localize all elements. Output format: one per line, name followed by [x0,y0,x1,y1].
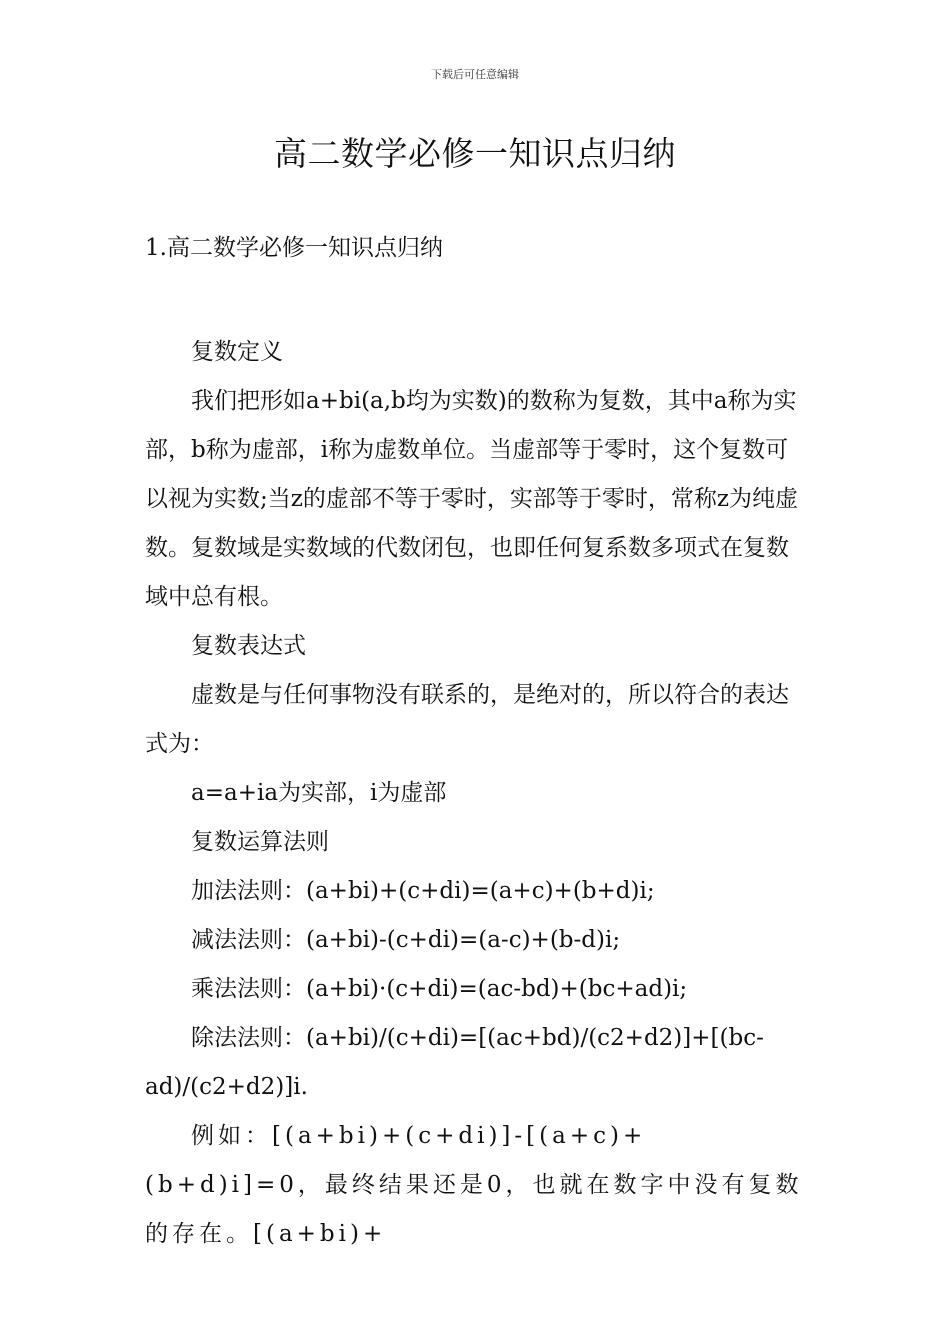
section-heading: 1.高二数学必修一知识点归纳 [145,235,443,261]
paragraph-complex-definition-heading: 复数定义 [191,339,283,365]
paragraph-complex-expression-heading: 复数表达式 [191,633,306,659]
paragraph-addition-rule: 加法法则：(a+bi)+(c+di)=(a+c)+(b+d)i; [191,878,655,904]
document-body [145,328,810,1259]
header-note: 下载后可任意编辑 [431,68,519,81]
paragraph-complex-definition: 我们把形如a+bi(a,b均为实数)的数称为复数，其中a称为实部，b称为虚部，i称为虚数单位。当虚部等于零时，这个复数可以视为实数;当z的虚部不等于零时，实部等于零时，常称z为纯虚数。复数域是实数域的代数闭包，也即任何复系数多项式在复数域中总有根。 [145,388,798,610]
paragraph-operation-rules-heading: 复数运算法则 [191,829,329,855]
paragraph-complex-expression: 虚数是与任何事物没有联系的，是绝对的，所以符合的表达式为： [145,682,789,757]
paragraph-subtraction-rule: 减法法则：(a+bi)-(c+di)=(a-c)+(b-d)i; [191,927,621,953]
paragraph-division-rule: 除法法则：(a+bi)/(c+di)=[(ac+bd)/(c2+d2)]+[(bc-ad)/(c2+d2)]i. [145,1025,764,1100]
paragraph-real-imaginary-parts: a=a+ia为实部，i为虚部 [191,780,447,806]
paragraph-example: 例如：[(a+bi)+(c+di)]-[(a+c)+(b+d)i]=0，最终结果还是0，也就在数字中没有复数的存在。[(a+bi)+ [145,1123,803,1247]
paragraph-multiplication-rule: 乘法法则：(a+bi)·(c+di)=(ac-bd)+(bc+ad)i; [191,976,688,1002]
page-title: 高二数学必修一知识点归纳 [274,134,676,173]
